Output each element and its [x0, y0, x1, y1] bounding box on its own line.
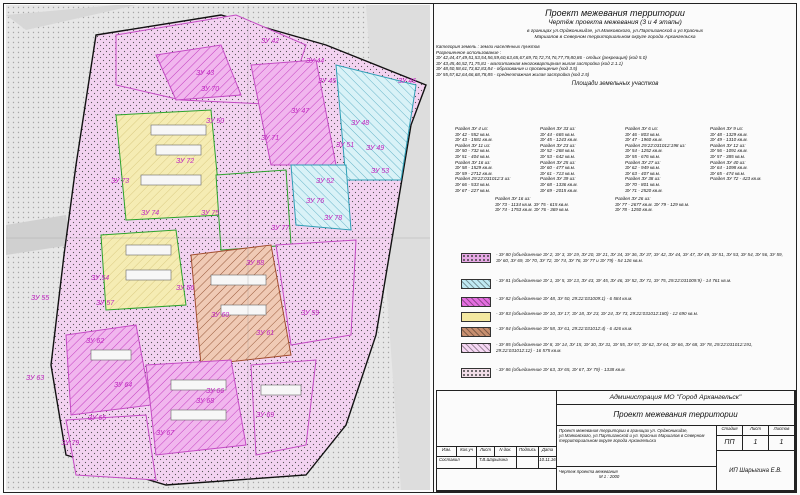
areas-cell: ЗУ 68 - 1336 кв.м. [540, 181, 578, 187]
parcel-label: ЗУ 72 [176, 158, 195, 165]
areas-cell: ЗУ 64 - 1098 кв.м. [710, 165, 748, 171]
legend-text: - ЗУ 86 (объединение ЗУ 63, ЗУ 65, ЗУ 67, ЗУ 79) - 1338 кв.м. [496, 367, 626, 372]
parcel-label: ЗУ 67 [156, 430, 175, 437]
parcel-label: ЗУ 50 [206, 118, 225, 125]
areas-cell: Раздел ЗУ 9 из: [710, 126, 744, 131]
parcel-label: ЗУ 47 [291, 108, 310, 115]
areas-cell: ЗУ 71 - 2520 кв.м. [625, 187, 663, 193]
areas-heading: Площади земельных участков [571, 80, 659, 87]
parcel-label: ЗУ 58 [246, 260, 265, 267]
areas-cell: ЗУ 54 - 1252 кв.м. [625, 148, 663, 154]
parcel-label: ЗУ 54 [91, 275, 110, 282]
stamp-col-koluch: Кол.уч [457, 447, 477, 457]
areas-cell: Раздел ЗУ 26 из: [615, 196, 651, 202]
categories-line: ЗУ 43,45,46,52,71,75,81 - малоэтажная многоквартирная жилая застройка (код 2.1.1) [436, 60, 623, 66]
parcel-label: ЗУ 61 [256, 330, 275, 337]
parcel-label: ЗУ 76 [306, 198, 325, 205]
areas-cell: ЗУ 49 - 1310 кв.м. [710, 137, 748, 143]
areas-cell: ЗУ 51 - 404 кв.м. [455, 153, 491, 159]
stamp-drawing-name: Чертеж проекта межевания [559, 469, 618, 474]
areas-cell: Раздел ЗУ 16 из: [455, 159, 491, 165]
parcel-label: ЗУ 53 [371, 168, 390, 175]
stamp-org: Администрация МО "Город Архангельск" [557, 391, 795, 405]
areas-cell: ЗУ 70 - 801 кв.м. [625, 181, 661, 187]
areas-cell: ЗУ 67 - 227 кв.м. [455, 187, 491, 193]
stamp-desc: Проект межевания территории в границах ул. Орджоникидзе, ул.Маяковского, ул.Партизанской и ул. Красных Маршалов в Северном территориальном округе города Архангельска [557, 426, 717, 467]
areas-cell: ЗУ 74 - 1753 кв.м. ЗУ 76 - 369 кв.м. [495, 207, 570, 213]
parcel-label: ЗУ 71 [261, 135, 280, 142]
legend-text: - ЗУ 83 (объединение ЗУ 10, ЗУ 17, ЗУ 18, ЗУ 23, ЗУ 24, ЗУ 73, 29:22:031012:180) - 12 690 кв.м. [496, 311, 699, 316]
stamp-col-izm: Изм. [437, 447, 457, 457]
areas-cell: ЗУ 46 - 803 кв.м. [625, 131, 661, 137]
legend-text: - ЗУ 82 (объединение ЗУ 48, ЗУ 50, 29:22:031009:1) - 6 584 кв.м. [496, 296, 633, 301]
stamp-stage-h: Стадия [717, 426, 743, 436]
parcel-label: ЗУ 69 [256, 412, 275, 419]
legend-text: - ЗУ 84 (объединение ЗУ 58, ЗУ 61, 29:22:031012:4) - 6 426 кв.м. [496, 326, 633, 331]
stamp-stage: ПП [717, 436, 743, 451]
areas-cell: Раздел ЗУ 39 из: [540, 176, 576, 182]
stamp-sheets-h: Листов [769, 426, 795, 436]
categories-line: ЗУ 48,50,58,61,73,82,83,84 - образование и просвещение (код 3.5) [436, 66, 578, 72]
areas-cell: ЗУ 43 - 1581 кв.м. [455, 137, 493, 143]
areas-cell: Раздел 29:22:031012:3 из: [455, 176, 511, 182]
areas-cell: Раздел ЗУ 4 из: [455, 126, 489, 131]
parcel-label: ЗУ 78 [324, 215, 343, 222]
parcel-label: ЗУ 52 [316, 178, 335, 185]
parcel-label: ЗУ 75 [201, 210, 220, 217]
areas-cell: Раздел ЗУ 16 из: [495, 196, 531, 202]
parcel-label: ЗУ 62 [86, 338, 105, 345]
areas-cell: ЗУ 61 - 713 кв.м. [540, 170, 576, 176]
areas-cell: Раздел ЗУ 33 из: [540, 126, 576, 131]
stamp-sheets: 1 [769, 436, 795, 451]
stamp-sheet: 1 [743, 436, 769, 451]
areas-cell: ЗУ 62 - 949 кв.м. [625, 165, 661, 171]
title-sub: Чертёж проекта межевания (3 и 4 этапы) [548, 19, 682, 26]
areas-cell: ЗУ 50 - 732 кв.м. [455, 148, 491, 154]
stamp-date: 10.11.16 [539, 457, 557, 469]
areas-cell: ЗУ 63 - 407 кв.м. [625, 170, 661, 176]
stamp-col-list: Лист [477, 447, 495, 457]
areas-cell: ЗУ 78 - 1250 кв.м. [615, 207, 653, 213]
categories-line: ЗУ 42,44,47,49,51,53,54,56,59,60,63,65,67,69,70,72,74,76,77,79,80,86 - отдых (рекреация) (код 5.0) [436, 55, 647, 61]
areas-cell: ЗУ 56 - 1091 кв.м. [710, 148, 748, 154]
areas-cell: ЗУ 52 - 268 кв.м. [540, 148, 576, 154]
stamp-scale: М 1 : 2000 [599, 474, 620, 480]
parcel-label: ЗУ 66 [206, 388, 225, 395]
parcel-label: ЗУ 73 [111, 178, 130, 185]
right-panel-frame [433, 3, 797, 493]
parcel-label: ЗУ 49 [366, 145, 385, 152]
parcel-label: ЗУ 46 [398, 78, 417, 85]
parcel-label: ЗУ 55 [31, 295, 50, 302]
areas-cell: Раздел ЗУ 12 из: [710, 142, 746, 148]
stamp-col-data: Дата [539, 447, 557, 457]
areas-cell: ЗУ 65 - 474 кв.м. [710, 170, 746, 176]
areas-cell: Раздел ЗУ 40 из: [710, 159, 746, 165]
areas-cell: Раздел ЗУ 23 из: [540, 142, 576, 148]
parcel-label: ЗУ 77 [271, 225, 290, 232]
categories-subheading: Разрешенное использование : [436, 49, 502, 55]
areas-cell: Раздел ЗУ 25 из: [540, 159, 576, 165]
parcel-label: ЗУ 64 [114, 382, 133, 389]
legend-text: - ЗУ 85 (объединение ЗУ 8, ЗУ 14, ЗУ 15, ЗУ 30, ЗУ 31, ЗУ 55, ЗУ 57, ЗУ 62, ЗУ 64, ЗУ 66, ЗУ 68, ЗУ 78, 29:22:031012:191, 29:22:031012:12) - 16 575 кв.м. [496, 342, 753, 353]
parcel-label: ЗУ 68 [196, 398, 215, 405]
parcel-label: ЗУ 70 [201, 86, 220, 93]
areas-cell: ЗУ 69 - 2015 кв.м. [540, 187, 578, 193]
stamp-project: Проект межевания территории [557, 405, 795, 426]
areas-cell: ЗУ 57 - 385 кв.м. [710, 153, 746, 159]
parcel-label: ЗУ 79 [61, 440, 80, 447]
parcel-label: ЗУ 48 [351, 120, 370, 127]
title-main: Проект межевания территории [545, 8, 685, 18]
legend-text: - ЗУ 81 (объединение ЗУ 1, ЗУ 5, ЗУ 13, ЗУ 43, ЗУ 45, ЗУ 46, ЗУ 52, ЗУ 71, ЗУ 75, 29:22:031009:9) - 14 761 кв.м. [496, 278, 732, 283]
stamp-composer-label: Составил [437, 457, 477, 469]
parcel-label: ЗУ 45 [318, 78, 337, 85]
areas-cell: ЗУ 66 - 533 кв.м. [455, 181, 491, 187]
stamp-col-podpis: Подпись [517, 447, 539, 457]
areas-cell: ЗУ 48 - 1329 кв.м. [710, 131, 748, 137]
parcel-label: ЗУ 56 [176, 285, 195, 292]
areas-cell: ЗУ 77 - 2677 кв.м. ЗУ 79 - 129 кв.м. [615, 201, 690, 207]
stamp-col-ndok: N док. [495, 447, 517, 457]
areas-cell: ЗУ 47 - 1960 кв.м. [625, 137, 663, 143]
parcel-label: ЗУ 43 [196, 70, 215, 77]
areas-cell: ЗУ 53 - 642 кв.м. [540, 153, 576, 159]
areas-cell: ЗУ 45 - 1243 кв.м. [540, 137, 578, 143]
areas-cell: ЗУ 44 - 665 кв.м. [540, 131, 576, 137]
parcel-label: ЗУ 44 [306, 58, 325, 65]
parcel-label: ЗУ 42 [261, 38, 280, 45]
areas-cell: ЗУ 60 - 477 кв.м. [540, 165, 576, 171]
areas-cell: Раздел ЗУ 38 из: [625, 176, 661, 182]
parcel-label: ЗУ 51 [336, 142, 355, 149]
areas-cell: Раздел 29:22:031012:198 из: [625, 142, 686, 148]
stamp-author: ИП Шарыгина Е.В. [717, 451, 795, 491]
areas-cell: Раздел ЗУ 72 - 423 кв.м. [710, 176, 762, 182]
parcel-label: ЗУ 74 [141, 210, 160, 217]
parcel-label: ЗУ 59 [301, 310, 320, 317]
areas-cell: ЗУ 73 - 1134 кв.м. ЗУ 75 - 615 кв.м. [495, 201, 569, 207]
parcel-label: ЗУ 60 [211, 312, 230, 319]
stamp-composer: Т.В.Шарыгина [477, 457, 517, 469]
categories-heading: Категория земель : земли населённых пунктов [436, 44, 540, 49]
parcel-label: ЗУ 65 [88, 415, 107, 422]
areas-cell: ЗУ 59 - 2712 кв.м. [455, 170, 493, 176]
areas-cell: Раздел ЗУ 27 из: [625, 159, 661, 165]
parcel-label: ЗУ 63 [26, 375, 45, 382]
title-desc-1: в границах ул.Орджоникидзе, ул.Маяковского, ул.Партизанской и ул.Красных [527, 29, 703, 34]
legend-text: - ЗУ 80 (объединение ЗУ 2, ЗУ 3, ЗУ 19, ЗУ 20, ЗУ 21, ЗУ 34, ЗУ 36, ЗУ 37, ЗУ 42, ЗУ 44, ЗУ 47, ЗУ 49, ЗУ 51, ЗУ 53, ЗУ 54, ЗУ 56, ЗУ 59, ЗУ 60, ЗУ 69, ЗУ 70, ЗУ 72, ЗУ 74, ЗУ 76, ЗУ 77 и ЗУ 79) - 54 126 кв.м. [496, 252, 783, 263]
areas-cell: Раздел ЗУ 6 из: [625, 126, 659, 131]
title-desc-2: Маршалов в Северном территориальном округе города Архангельска [534, 35, 696, 40]
parcel-label: ЗУ 57 [96, 300, 115, 307]
areas-cell: ЗУ 42 - 552 кв.м. [455, 131, 491, 137]
categories-line: ЗУ 55,57,62,64,66,68,78,85 - среднеэтажная жилая застройка (код 2.5) [436, 71, 590, 77]
stamp-sheet-h: Лист [743, 426, 769, 436]
areas-cell: ЗУ 55 - 676 кв.м. [625, 153, 661, 159]
areas-cell: Раздел ЗУ 11 из: [455, 142, 491, 148]
areas-cell: ЗУ 58 - 1529 кв.м. [455, 165, 493, 171]
